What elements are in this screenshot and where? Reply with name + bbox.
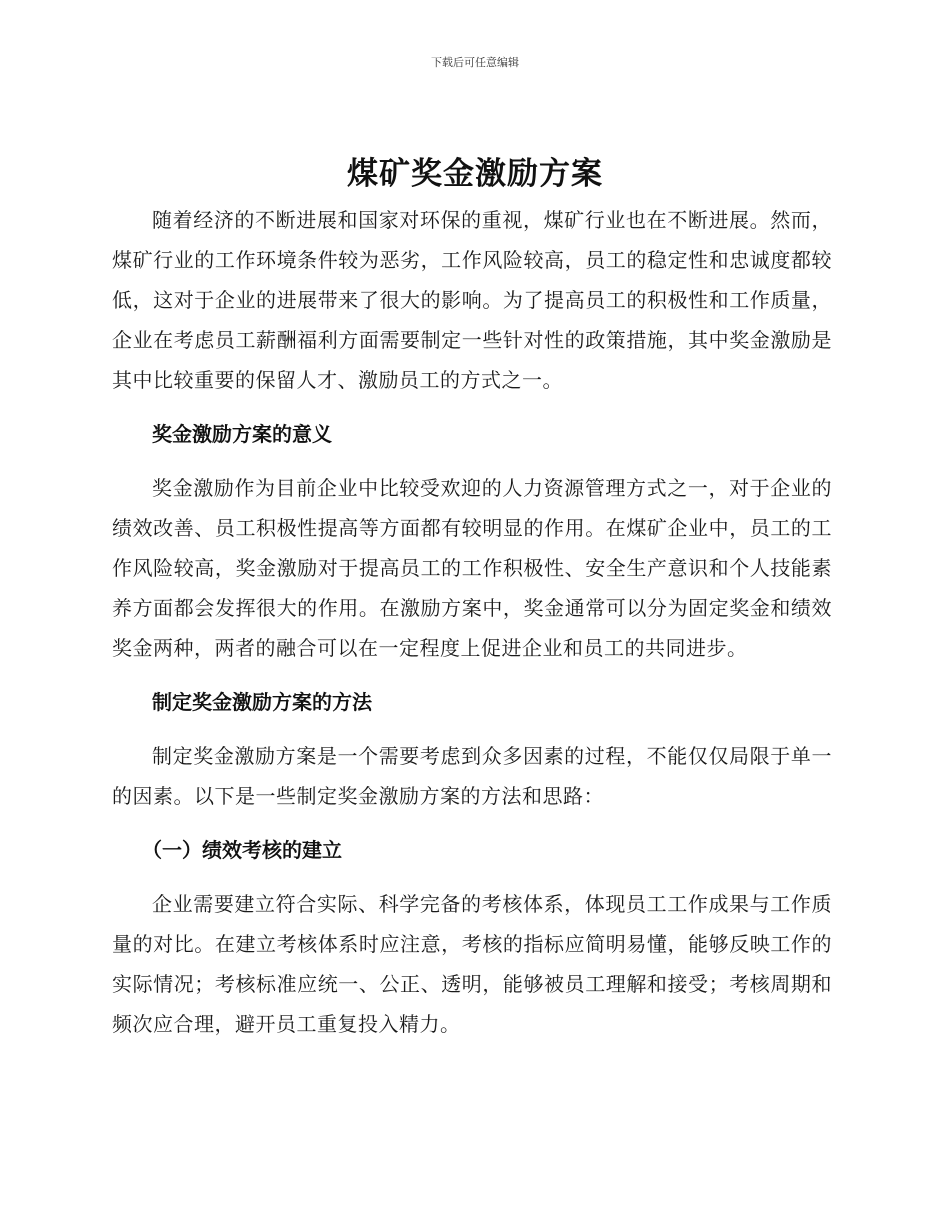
section-heading-methods: 制定奖金激励方案的方法 (152, 690, 372, 714)
intro-paragraph: 随着经济的不断进展和国家对环保的重视，煤矿行业也在不断进展。然而，煤矿行业的工作环境条件较为恶劣，工作风险较高，员工的稳定性和忠诚度都较低，这对于企业的进展带来了很大的影响。为了提高员工的积极性和工作质量，企业在考虑员工薪酬福利方面需要制定一些针对性的政策措施，其中奖金激励是其中比较重要的保留人才、激励员工的方式之一。 (112, 208, 832, 392)
subsection-heading-performance: （一）绩效考核的建立 (142, 838, 342, 862)
section-paragraph-methods: 制定奖金激励方案是一个需要考虑到众多因素的过程，不能仅仅局限于单一的因素。以下是一些制定奖金激励方案的方法和思路： (112, 744, 832, 808)
section-paragraph-significance: 奖金激励作为目前企业中比较受欢迎的人力资源管理方式之一，对于企业的绩效改善、员工积极性提高等方面都有较明显的作用。在煤矿企业中，员工的工作风险较高，奖金激励对于提高员工的工作积极性、安全生产意识和个人技能素养方面都会发挥很大的作用。在激励方案中，奖金通常可以分为固定奖金和绩效奖金两种，两者的融合可以在一定程度上促进企业和员工的共同进步。 (112, 476, 832, 660)
subsection-paragraph-performance: 企业需要建立符合实际、科学完备的考核体系，体现员工工作成果与工作质量的对比。在建立考核体系时应注意，考核的指标应简明易懂，能够反映工作的实际情况；考核标准应统一、公正、透明，能够被员工理解和接受；考核周期和频次应合理，避开员工重复投入精力。 (112, 892, 832, 1036)
document-title: 煤矿奖金激励方案 (347, 156, 603, 192)
section-heading-significance: 奖金激励方案的意义 (152, 422, 332, 446)
document-body (112, 200, 832, 1058)
header-note: 下载后可任意编辑 (431, 56, 519, 69)
